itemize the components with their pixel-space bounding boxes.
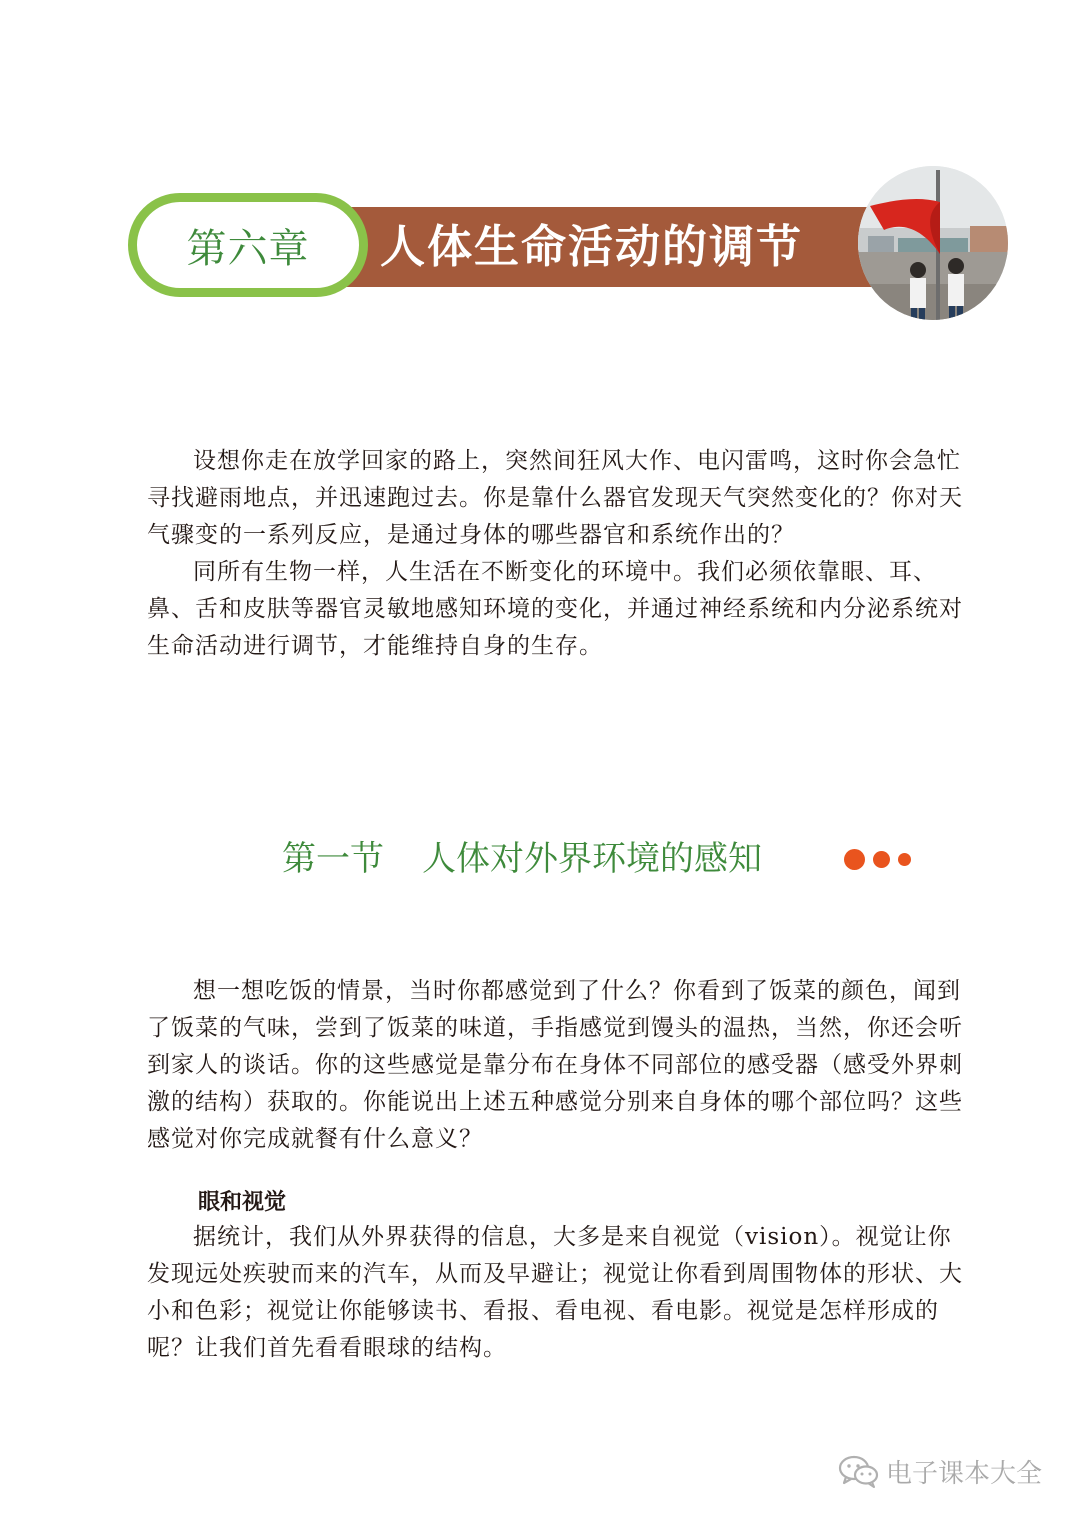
section-body	[147, 973, 964, 1158]
subsection-paragraph: 据统计，我们从外界获得的信息，大多是来自视觉（vision）。视觉让你发现远处疾驶而来的汽车，从而及早避让；视觉让你看到周围物体的形状、大小和色彩；视觉让你能够读书、看报、看电视、看电影。视觉是怎样形成的呢？让我们首先看看眼球的结构。	[147, 1224, 963, 1361]
section-title: 人体对外界环境的感知	[422, 839, 762, 879]
wechat-icon	[838, 1454, 880, 1488]
flag-raising-illustration	[858, 166, 1008, 320]
chapter-number: 第六章	[186, 225, 310, 272]
section-heading	[282, 834, 762, 884]
section-number: 第一节	[282, 839, 384, 879]
decorative-dot-icon	[898, 853, 911, 866]
flag-raising-photo	[858, 166, 1008, 320]
section-paragraph: 想一想吃饭的情景，当时你都感觉到了什么？你看到了饭菜的颜色，闻到了饭菜的气味，尝到了饭菜的味道，手指感觉到馒头的温热，当然，你还会听到家人的谈话。你的这些感觉是靠分布在身体不同部位的感受器（感受外界刺激的结构）获取的。你能说出上述五种感觉分别来自身体的哪个部位吗？这些感觉对你完成就餐有什么意义？	[147, 978, 963, 1152]
chapter-intro	[147, 443, 964, 665]
watermark-text: 电子课本大全	[886, 1458, 1043, 1489]
watermark	[838, 1450, 1042, 1492]
chapter-number-pill	[128, 193, 368, 297]
subsection-body	[147, 1219, 964, 1367]
intro-paragraph: 同所有生物一样，人生活在不断变化的环境中。我们必须依靠眼、耳、鼻、舌和皮肤等器官灵敏地感知环境的变化，并通过神经系统和内分泌系统对生命活动进行调节，才能维持自身的生存。	[147, 559, 963, 659]
subsection-heading: 眼和视觉	[198, 1190, 287, 1215]
chapter-header	[0, 0, 1080, 340]
intro-paragraph: 设想你走在放学回家的路上，突然间狂风大作、电闪雷鸣，这时你会急忙寻找避雨地点，并迅速跑过去。你是靠什么器官发现天气突然变化的？你对天气骤变的一系列反应，是通过身体的哪些器官和系统作出的？	[147, 448, 963, 548]
decorative-dot-icon	[873, 851, 890, 868]
decorative-dot-icon	[844, 849, 865, 870]
chapter-title: 人体生命活动的调节	[380, 220, 804, 273]
